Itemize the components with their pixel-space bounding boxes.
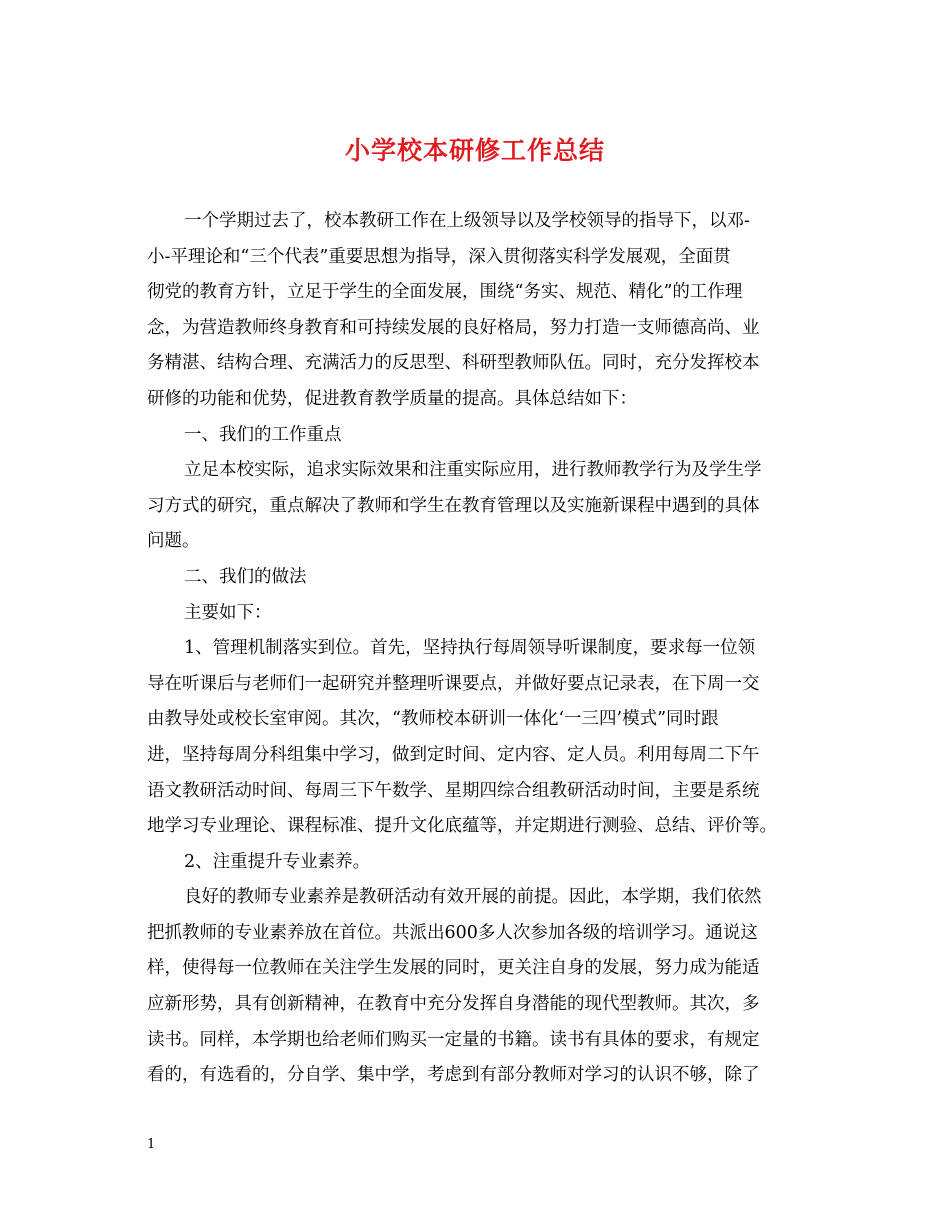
text-line: 立足本校实际，追求实际效果和注重实际应用，进行教师教学行为及学生学: [184, 460, 762, 481]
text-line: 主要如下：: [184, 602, 272, 623]
page-number: 1: [147, 1137, 156, 1152]
text-line: 一个学期过去了，校本教研工作在上级领导以及学校领导的指导下，以邓-: [184, 211, 750, 231]
document-title: 小学校本研修工作总结: [344, 136, 605, 165]
text-line: 样，使得每一位教师在关注学生发展的同时，更关注自身的发展，努力成为能适: [147, 958, 760, 979]
text-line: 1、管理机制落实到位。首先，坚持执行每周领导听课制度，要求每一位领: [184, 638, 756, 659]
text-line: 问题。: [147, 531, 200, 552]
text-line: 应新形势，具有创新精神，在教育中充分发挥自身潜能的现代型教师。其次，多: [147, 994, 760, 1015]
text-line: 二、我们的做法: [184, 566, 307, 587]
text-line: 进，坚持每周分科组集中学习，做到定时间、定内容、定人员。利用每周二下午: [147, 744, 760, 765]
text-line: 导在听课后与老师们一起研究并整理听课要点，并做好要点记录表，在下周一交: [147, 673, 760, 694]
text-line: 小-平理论和“三个代表”重要思想为指导，深入贯彻落实科学发展观，全面贯: [147, 246, 731, 267]
text-line: 2、注重提升专业素养。: [184, 851, 371, 872]
text-line: 彻党的教育方针，立足于学生的全面发展，围绕“务实、规范、精化”的工作理: [147, 282, 743, 303]
text-line: 由教导处或校长室审阅。其次，“教师校本研训一体化‘一三四’模式”同时跟: [147, 709, 719, 730]
text-line: 读书。同样，本学期也给老师们购买一定量的书籍。读书有具体的要求，有规定: [147, 1029, 760, 1050]
text-line: 看的，有选看的，分自学、集中学，考虑到有部分教师对学习的认识不够，除了: [147, 1065, 760, 1086]
text-line: 习方式的研究，重点解决了教师和学生在教育管理以及实施新课程中遇到的具体: [147, 495, 760, 516]
text-line: 良好的教师专业素养是教研活动有效开展的前提。因此，本学期，我们依然: [184, 887, 762, 908]
text-line: 一、我们的工作重点: [184, 424, 342, 445]
text-line: 把抓教师的专业素养放在首位。共派出600多人次参加各级的培训学习。通说这: [147, 922, 758, 943]
text-line: 语文教研活动时间、每周三下午数学、星期四综合组教研活动时间，主要是系统: [147, 780, 760, 801]
text-line: 务精湛、结构合理、充满活力的反思型、科研型教师队伍。同时，充分发挥校本: [147, 353, 760, 374]
text-line: 研修的功能和优势，促进教育教学质量的提高。具体总结如下：: [147, 388, 637, 409]
text-line: 念，为营造教师终身教育和可持续发展的良好格局，努力打造一支师德高尚、业: [147, 317, 760, 338]
document-body: [147, 204, 819, 1094]
text-line: 地学习专业理论、课程标准、提升文化底蕴等，并定期进行测验、总结、评价等。: [147, 816, 777, 837]
